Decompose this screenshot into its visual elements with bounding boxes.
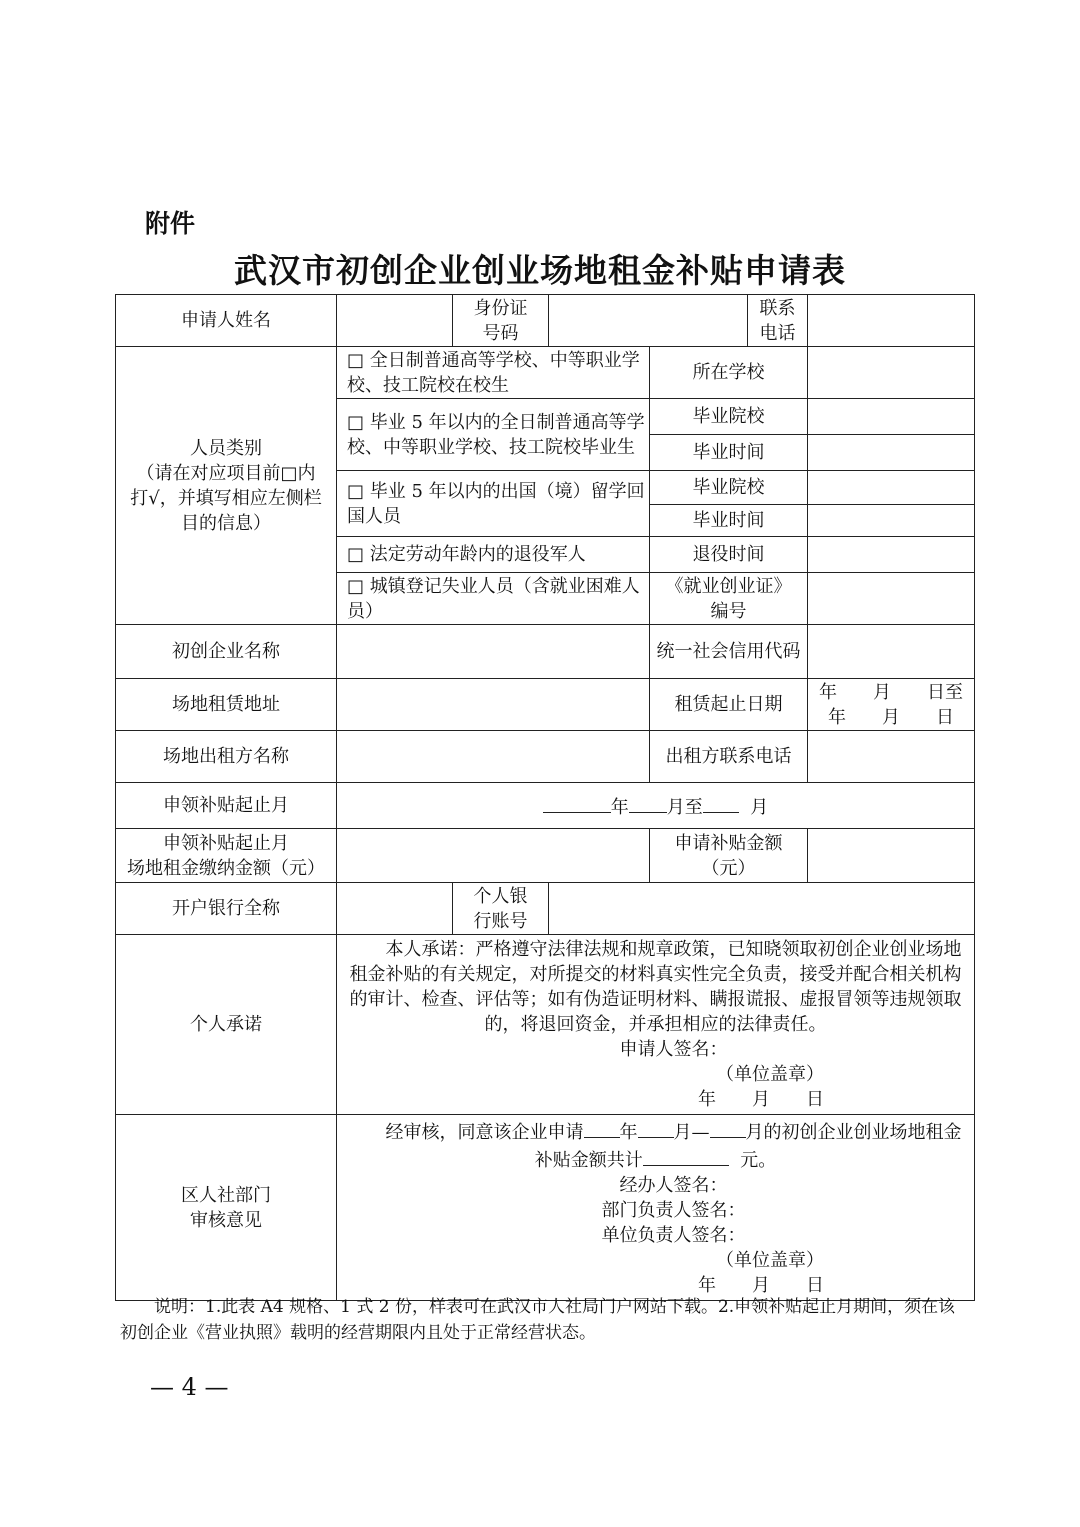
lease-period-label: 租赁起止日期 (650, 679, 808, 731)
lease-date-end: 年 月 日 (828, 706, 954, 728)
pledge-seal: （单位盖章） (716, 1064, 824, 1085)
bank-account-label (453, 883, 549, 935)
credit-code-label: 统一社会信用代码 (650, 625, 808, 679)
rent-paid-label-line2: 场地租金缴纳金额（元） (127, 857, 325, 879)
bank-account-label-line2: 行账号 (473, 910, 528, 932)
option-overseas-returnee[interactable]: □ 毕业 5 年以内的出国（境）留学回国人员 (337, 471, 650, 537)
rent-paid-field[interactable] (337, 829, 650, 883)
school-label: 所在学校 (650, 347, 808, 399)
lessor-phone-field[interactable] (808, 731, 975, 783)
review-label-line2: 审核意见 (190, 1209, 262, 1231)
lessor-name-field[interactable] (337, 731, 650, 783)
attachment-label: 附件 (145, 209, 196, 238)
review-dept-head-signature[interactable]: 部门负责人签名： (601, 1200, 746, 1221)
category-label-line3: 打√，并填写相应左侧栏 (130, 487, 322, 509)
lessor-name-label: 场地出租方名称 (116, 731, 337, 783)
grad-time-field[interactable] (808, 435, 975, 471)
review-label (116, 1115, 337, 1301)
phone-label-line1: 联系 (759, 297, 796, 319)
pledge-signature-line[interactable]: 申请人签名： (619, 1039, 728, 1060)
review-label-line1: 区人社部门 (181, 1184, 271, 1206)
review-text-amount-prefix: 月的初创企业创业场地租金补贴金额共计 (534, 1122, 962, 1171)
id-number-field[interactable] (549, 295, 748, 347)
review-amount-blank[interactable] (643, 1145, 729, 1166)
returnee-grad-school-label: 毕业院校 (650, 471, 808, 505)
start-month-blank[interactable] (629, 792, 667, 813)
subsidy-month-label: 申领补贴起止月 (116, 783, 337, 829)
bank-name-field[interactable] (337, 883, 453, 935)
subsidy-amount-field[interactable] (808, 829, 975, 883)
employment-cert-field[interactable] (808, 573, 975, 625)
phone-field[interactable] (808, 295, 975, 347)
id-number-label (453, 295, 549, 347)
employment-cert-label-line2: 编号 (710, 600, 747, 622)
lessor-phone-label: 出租方联系电话 (650, 731, 808, 783)
option-in-school[interactable]: □ 全日制普通高等学校、中等职业学校、技工院校在校生 (337, 347, 650, 399)
employment-cert-label-line1: 《就业创业证》 (665, 575, 792, 597)
grad-school-field[interactable] (808, 399, 975, 435)
application-form (115, 294, 974, 1296)
pledge-label: 个人承诺 (116, 935, 337, 1115)
pledge-text: 本人承诺：严格遵守法律法规和规章政策，已知晓领取初创企业创业场地租金补贴的有关规定，对所提交的材料真实性完全负责，接受并配合相关机构的审计、检查、评估等；如有伪造证明材料、瞒报谎报、虚报冒领等违规领取的，将退回资金，并承担相应的法律责任。 (349, 939, 962, 1035)
company-name-label: 初创企业名称 (116, 625, 337, 679)
subsidy-month-field[interactable] (337, 783, 975, 829)
applicant-name-field[interactable] (337, 295, 453, 347)
rent-paid-label (116, 829, 337, 883)
review-text-year: 年 (619, 1122, 638, 1143)
review-handler-signature[interactable]: 经办人签名： (619, 1175, 728, 1196)
review-text-yuan: 元。 (740, 1150, 777, 1171)
lease-address-label: 场地租赁地址 (116, 679, 337, 731)
school-field[interactable] (808, 347, 975, 399)
option-unemployed[interactable]: □ 城镇登记失业人员（含就业困难人员） (337, 573, 650, 625)
review-seal: （单位盖章） (716, 1250, 824, 1271)
employment-cert-label (650, 573, 808, 625)
retire-time-label: 退役时间 (650, 537, 808, 573)
id-number-label-line1: 身份证 (473, 297, 528, 319)
option-veteran[interactable]: □ 法定劳动年龄内的退役军人 (337, 537, 650, 573)
end-month-blank[interactable] (703, 792, 739, 813)
subsidy-amount-label: 申请补贴金额（元） (650, 829, 808, 883)
returnee-grad-time-field[interactable] (808, 505, 975, 537)
option-graduate[interactable]: □ 毕业 5 年以内的全日制普通高等学校、中等职业学校、技工院校毕业生 (337, 399, 650, 471)
bank-account-label-line1: 个人银 (473, 885, 528, 907)
year-blank[interactable] (543, 792, 611, 813)
review-unit-head-signature[interactable]: 单位负责人签名： (601, 1225, 746, 1246)
category-label-line2: （请在对应项目前□内 (136, 462, 316, 484)
year-text: 年 (610, 796, 629, 818)
month-to-text: 月至 (666, 796, 703, 818)
category-label-line4: 目的信息） (181, 512, 271, 534)
review-end-month-blank[interactable] (710, 1117, 746, 1138)
pledge-date: 年 月 日 (698, 1089, 824, 1110)
phone-label (748, 295, 808, 347)
review-date: 年 月 日 (698, 1275, 824, 1296)
company-name-field[interactable] (337, 625, 650, 679)
month-text: 月 (750, 796, 769, 818)
bank-account-field[interactable] (549, 883, 975, 935)
returnee-grad-time-label: 毕业时间 (650, 505, 808, 537)
form-title: 武汉市初创企业创业场地租金补贴申请表 (234, 251, 846, 290)
id-number-label-line2: 号码 (482, 322, 519, 344)
category-label-line1: 人员类别 (190, 437, 262, 459)
grad-time-label: 毕业时间 (650, 435, 808, 471)
phone-label-line2: 电话 (759, 322, 796, 344)
applicant-name-label: 申请人姓名 (116, 295, 337, 347)
page-number: — 4 — (150, 1373, 229, 1401)
lease-address-field[interactable] (337, 679, 650, 731)
returnee-grad-school-field[interactable] (808, 471, 975, 505)
retire-time-field[interactable] (808, 537, 975, 573)
credit-code-field[interactable] (808, 625, 975, 679)
review-text-month-dash: 月— (673, 1122, 710, 1143)
rent-paid-label-line1: 申领补贴起止月 (163, 832, 289, 854)
review-start-month-blank[interactable] (638, 1117, 674, 1138)
review-section (337, 1115, 975, 1301)
form-note: 说明：1.此表 A4 规格、1 式 2 份，样表可在武汉市人社局门户网站下载。2.申领补贴起止月期间，须在该初创企业《营业执照》载明的经营期限内且处于正常经营状态。 (120, 1297, 956, 1343)
bank-name-label: 开户银行全称 (116, 883, 337, 935)
category-label (116, 347, 337, 625)
review-year-blank[interactable] (584, 1117, 620, 1138)
review-text (347, 1117, 964, 1173)
review-text-part1: 经审核，同意该企业申请 (385, 1122, 584, 1143)
lease-period-field[interactable] (808, 679, 975, 731)
lease-date-start: 年 月 日至 (819, 681, 963, 703)
pledge-section (337, 935, 975, 1115)
grad-school-label: 毕业院校 (650, 399, 808, 435)
